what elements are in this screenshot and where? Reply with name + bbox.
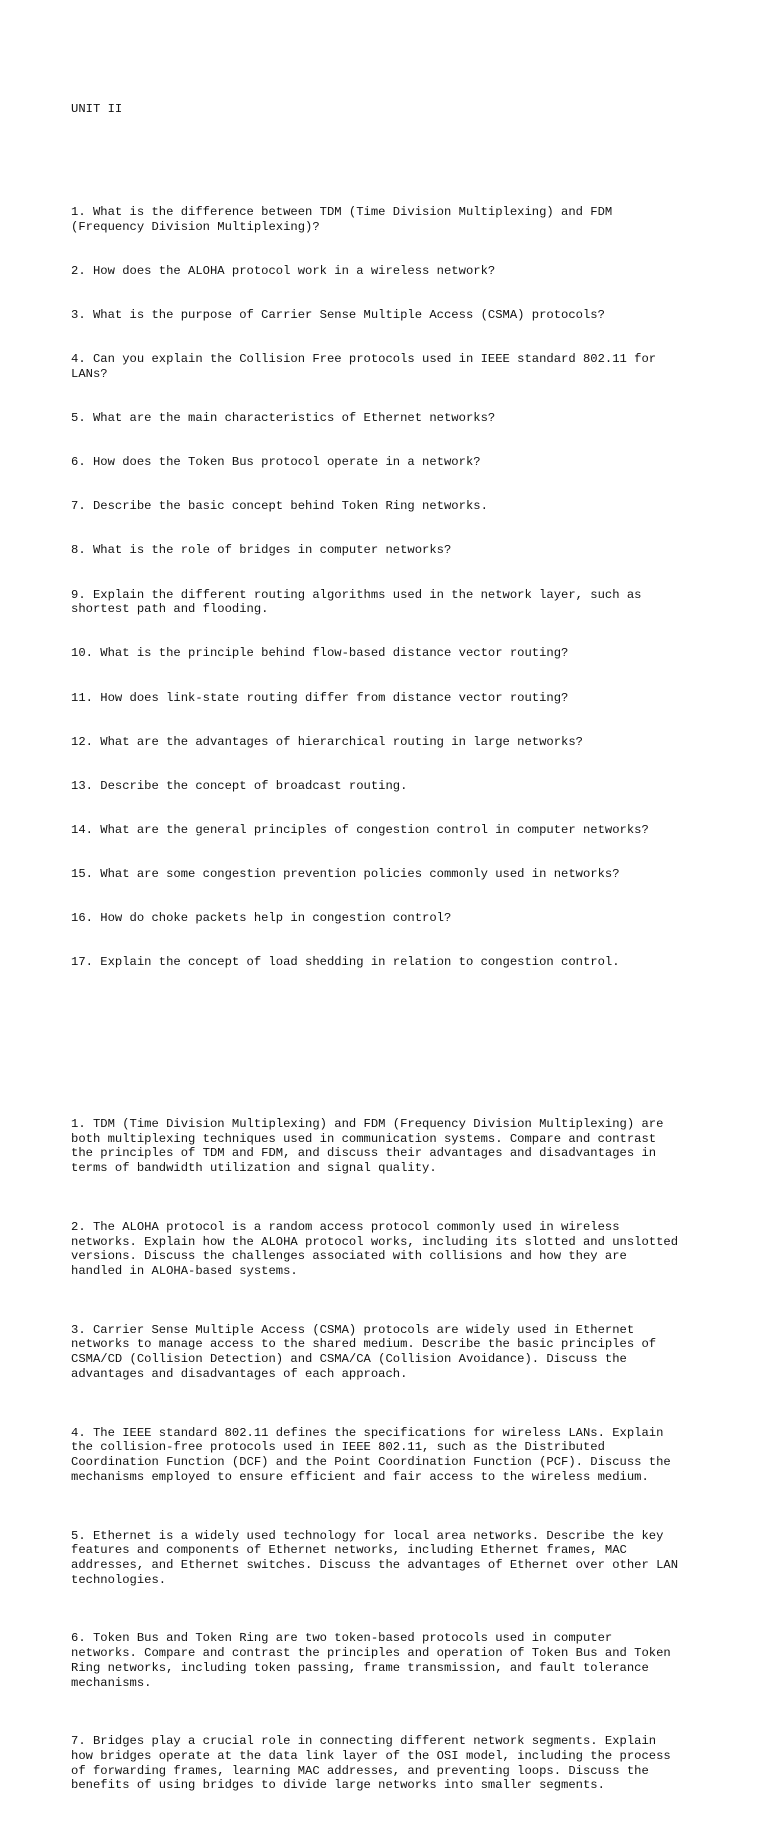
question-item: 5. What are the main characteristics of Ethernet networks? [71, 411, 496, 426]
question-item: 9. Explain the different routing algorithms used in the network layer, such as shortest path and flooding. [71, 587, 642, 617]
question-item: 16. How do choke packets help in congestion control? [71, 911, 452, 926]
document-page [71, 73, 711, 1823]
question-item: 8. What is the role of bridges in computer networks? [71, 543, 452, 558]
question-item: 6. How does the Token Bus protocol operate in a network? [71, 455, 481, 470]
section-spacer [71, 1043, 711, 1072]
answer-paragraph-6: 6. Token Bus and Token Ring are two token-based protocols used in computer networks. Compare and contrast the principles and operation of Token Bus and Token Ring networks, including token passing, frame transmission, and fault tolerance mechanisms. [71, 1631, 671, 1690]
question-item: 17. Explain the concept of load shedding in relation to congestion control. [71, 955, 620, 970]
question-item: 13. Describe the concept of broadcast routing. [71, 778, 408, 793]
answer-paragraph-5: 5. Ethernet is a widely used technology for local area networks. Describe the key features and components of Ethernet networks, including Ethernet frames, MAC addresses, and Ethernet switches. Discuss the advantages of Ethernet over other LAN technologies. [71, 1528, 679, 1587]
question-item: 12. What are the advantages of hierarchical routing in large networks? [71, 734, 583, 749]
question-list [71, 176, 711, 999]
question-item: 11. How does link-state routing differ from distance vector routing? [71, 690, 569, 705]
question-item: 1. What is the difference between TDM (Time Division Multiplexing) and FDM (Frequency Division Multiplexing)? [71, 205, 613, 235]
answer-paragraph-4: 4. The IEEE standard 802.11 defines the specifications for wireless LANs. Explain the collision-free protocols used in IEEE 802.11, such as the Distributed Coordination Function (DCF) and the Point Coordination Function (PCF). Discuss the mechanisms employed to ensure efficient and fair access to the wireless medium. [71, 1425, 671, 1484]
question-item: 15. What are some congestion prevention policies commonly used in networks? [71, 866, 620, 881]
answer-paragraph-1: 1. TDM (Time Division Multiplexing) and FDM (Frequency Division Multiplexing) are both multiplexing techniques used in communication systems. Compare and contrast the principles of TDM and FDM, and discuss their advantages and disadvantages in terms of bandwidth utilization and signal quality. [71, 1116, 664, 1175]
question-item: 10. What is the principle behind flow-based distance vector routing? [71, 646, 569, 661]
answer-paragraph-2: 2. The ALOHA protocol is a random access protocol commonly used in wireless networks. Explain how the ALOHA protocol works, including its slotted and unslotted versions. Discuss the challenges associated with collisions and how they are handled in ALOHA-based systems. [71, 1219, 679, 1278]
question-item: 4. Can you explain the Collision Free protocols used in IEEE standard 802.11 for LANs? [71, 352, 657, 382]
question-item: 7. Describe the basic concept behind Token Ring networks. [71, 499, 488, 514]
answer-paragraph-3: 3. Carrier Sense Multiple Access (CSMA) protocols are widely used in Ethernet networks to manage access to the shared medium. Describe the basic principles of CSMA/CD (Collision Detection) and CSMA/CA (Collision Avoidance). Discuss the advantages and disadvantages of each approach. [71, 1322, 657, 1381]
question-item: 14. What are the general principles of congestion control in computer networks? [71, 822, 649, 837]
unit-title: UNIT II [71, 102, 123, 117]
question-item: 2. How does the ALOHA protocol work in a wireless network? [71, 264, 496, 279]
question-item: 3. What is the purpose of Carrier Sense Multiple Access (CSMA) protocols? [71, 308, 605, 323]
answer-paragraph-7: 7. Bridges play a crucial role in connecting different network segments. Explain how bridges operate at the data link layer of the OSI model, including the process of forwarding frames, learning MAC addresses, and preventing loops. Discuss the benefits of using bridges to divide large networks into smaller segments. [71, 1734, 671, 1793]
